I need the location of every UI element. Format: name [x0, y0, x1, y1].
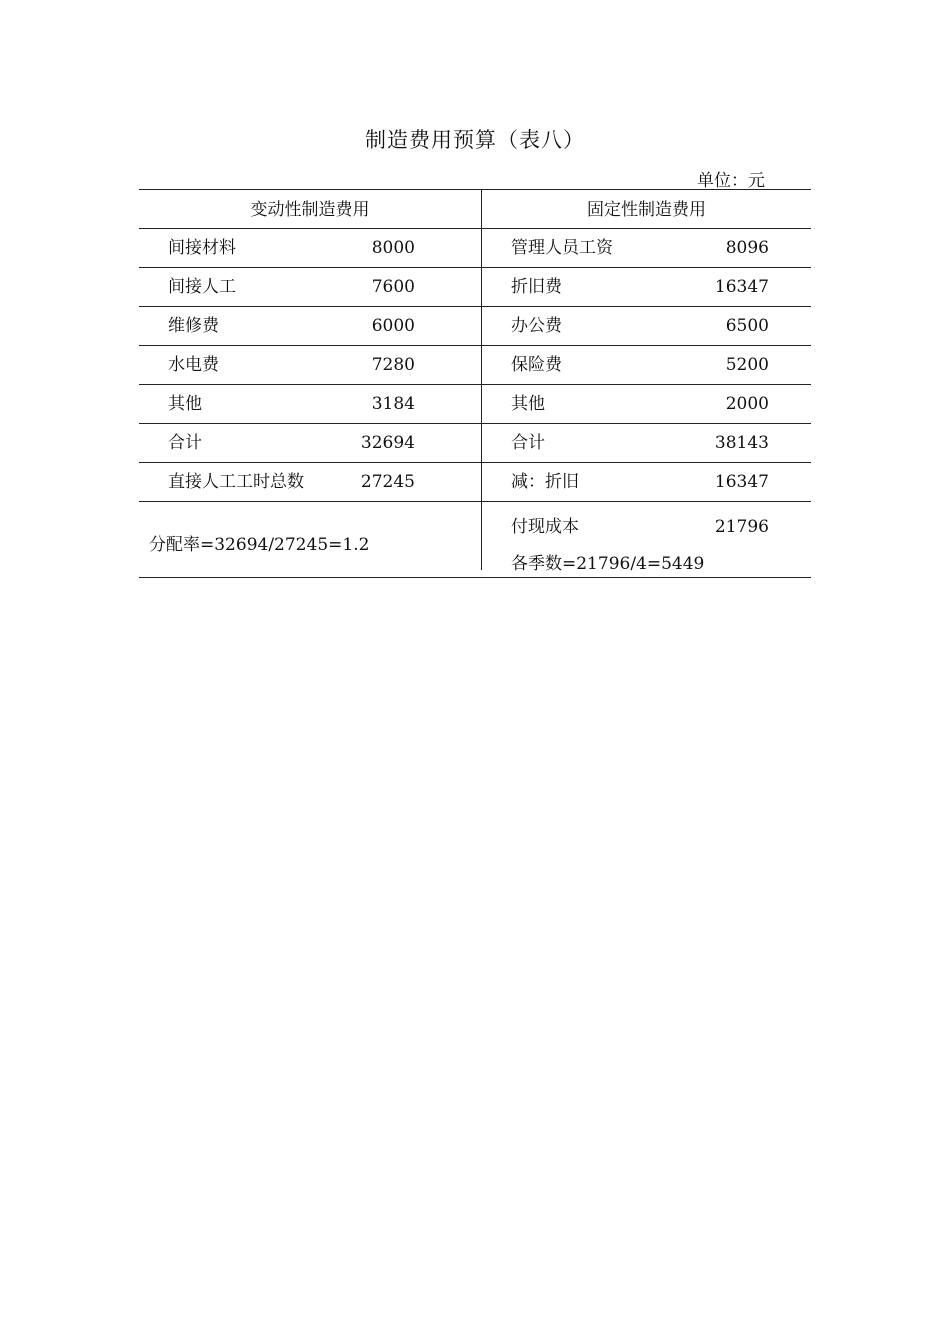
fixed-item-label: 保险费 [511, 355, 562, 375]
table-row-total [139, 423, 811, 462]
variable-item-value: 7280 [371, 355, 415, 375]
table-row [139, 228, 811, 267]
variable-item-value: 6000 [371, 316, 415, 336]
fixed-total-value: 38143 [714, 433, 769, 453]
table-row [139, 462, 811, 501]
variable-item-value: 7600 [371, 277, 415, 297]
fixed-item-value: 2000 [725, 394, 769, 414]
footer-row [139, 501, 811, 578]
page-title: 制造费用预算（表八） [365, 128, 585, 152]
less-depreciation-label: 减：折旧 [511, 472, 579, 492]
variable-item-label: 维修费 [168, 316, 219, 336]
variable-item-label: 间接材料 [168, 238, 236, 258]
table-row [139, 306, 811, 345]
fixed-total-label: 合计 [511, 433, 545, 453]
cash-cost-value: 21796 [714, 517, 769, 537]
allocation-rate: 分配率=32694/27245=1.2 [149, 535, 370, 555]
fixed-item-value: 6500 [725, 316, 769, 336]
header-row [139, 189, 811, 228]
cash-cost-label: 付现成本 [511, 517, 579, 537]
variable-total-label: 合计 [168, 433, 202, 453]
variable-item-label: 水电费 [168, 355, 219, 375]
fixed-item-value: 5200 [725, 355, 769, 375]
variable-total-value: 32694 [360, 433, 415, 453]
column-divider [481, 190, 482, 570]
table-row [139, 384, 811, 423]
header-fixed: 固定性制造费用 [587, 200, 706, 220]
variable-item-label: 间接人工 [168, 277, 236, 297]
fixed-item-value: 8096 [725, 238, 769, 258]
fixed-item-value: 16347 [714, 277, 769, 297]
labor-hours-label: 直接人工工时总数 [168, 472, 304, 492]
less-depreciation-value: 16347 [714, 472, 769, 492]
budget-table [139, 189, 811, 578]
unit-label: 单位：元 [697, 171, 765, 191]
fixed-item-label: 办公费 [511, 316, 562, 336]
header-variable: 变动性制造费用 [250, 200, 370, 220]
fixed-item-label: 管理人员工资 [511, 238, 613, 258]
quarterly-amount: 各季数=21796/4=5449 [511, 554, 705, 574]
table-row [139, 267, 811, 306]
table-row [139, 345, 811, 384]
fixed-item-label: 折旧费 [511, 277, 562, 297]
variable-item-value: 3184 [371, 394, 415, 414]
variable-item-label: 其他 [168, 394, 202, 414]
labor-hours-value: 27245 [360, 472, 415, 492]
variable-item-value: 8000 [371, 238, 415, 258]
fixed-item-label: 其他 [511, 394, 545, 414]
